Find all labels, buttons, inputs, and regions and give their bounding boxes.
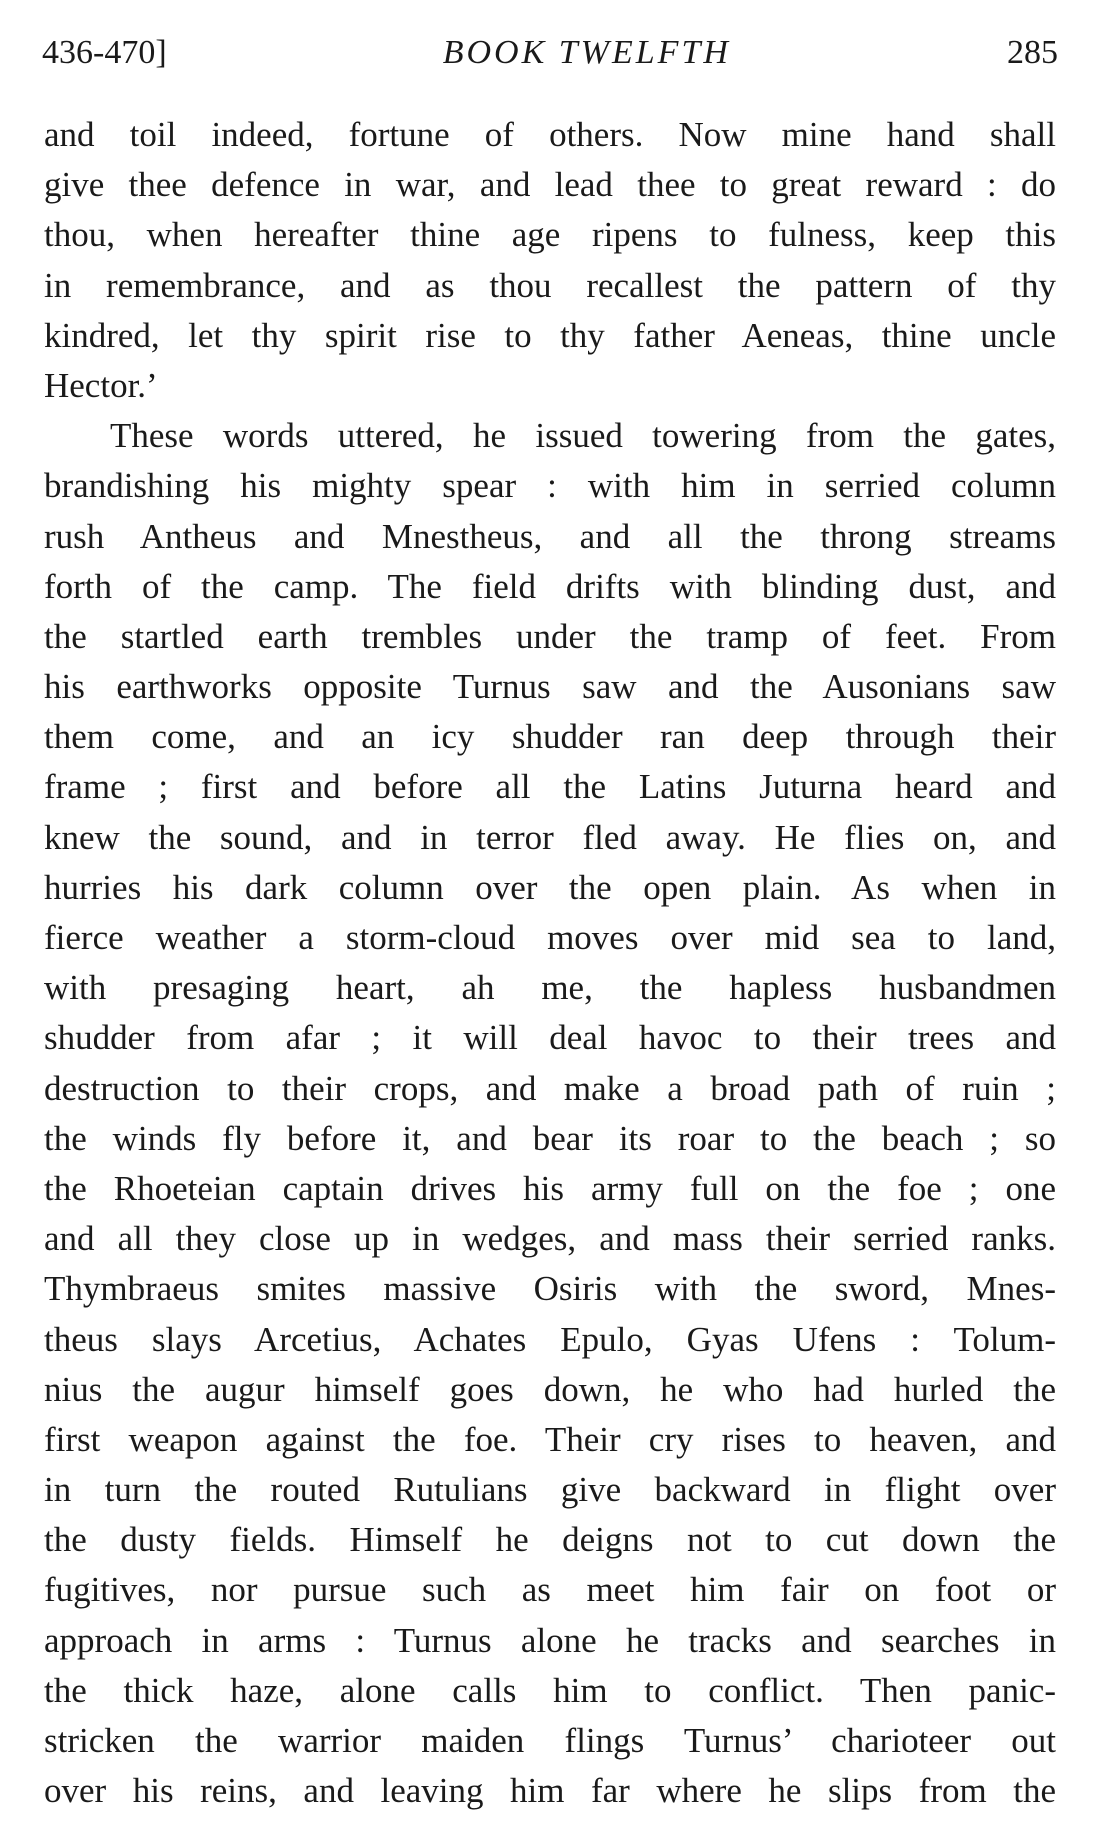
text-line: frame ; first and before all the Latins Juturna heard and	[44, 767, 1056, 807]
text-line: shudder from afar ; it will deal havoc to their trees and	[44, 1018, 1056, 1058]
text-line: nius the augur himself goes down, he who had hurled the	[44, 1369, 1056, 1409]
text-line: rush Antheus and Mnestheus, and all the throng streams	[44, 516, 1056, 556]
text-line: give thee defence in war, and lead thee to great reward : do	[44, 165, 1056, 205]
text-line: destruction to their crops, and make a broad path of ruin ;	[44, 1068, 1056, 1108]
body-text	[44, 110, 1056, 1816]
text-line: and all they close up in wedges, and mass their serried ranks.	[44, 1219, 1056, 1259]
text-line: fugitives, nor pursue such as meet him fair on foot or	[44, 1570, 1056, 1610]
text-line: hurries his dark column over the open plain. As when in	[44, 867, 1056, 907]
page-number: 285	[1006, 34, 1058, 71]
text-line: forth of the camp. The field drifts with blinding dust, and	[44, 566, 1056, 606]
text-line: the thick haze, alone calls him to conflict. Then panic-	[44, 1670, 1056, 1710]
text-line: knew the sound, and in terror fled away. He flies on, and	[44, 817, 1056, 857]
text-line: in turn the routed Rutulians give backward in flight over	[44, 1470, 1056, 1510]
text-line: approach in arms : Turnus alone he tracks and searches in	[44, 1620, 1056, 1660]
text-line: Thymbraeus smites massive Osiris with the sword, Mnes-	[44, 1269, 1056, 1309]
text-line: over his reins, and leaving him far where he slips from the	[44, 1771, 1056, 1811]
text-line: brandishing his mighty spear : with him in serried column	[44, 466, 1056, 506]
text-line: theus slays Arcetius, Achates Epulo, Gyas Ufens : Tolum-	[44, 1319, 1056, 1359]
text-line: the winds fly before it, and bear its roar to the beach ; so	[44, 1118, 1056, 1158]
text-line: These words uttered, he issued towering from the gates,	[110, 416, 1056, 456]
text-line: thou, when hereafter thine age ripens to fulness, keep this	[44, 215, 1056, 255]
running-head	[42, 28, 1058, 78]
text-line: the dusty fields. Himself he deigns not to cut down the	[44, 1520, 1056, 1560]
text-line: them come, and an icy shudder ran deep through their	[44, 717, 1056, 757]
text-line: and toil indeed, fortune of others. Now mine hand shall	[44, 115, 1056, 154]
book-title: BOOK TWELFTH	[442, 34, 731, 71]
text-line: with presaging heart, ah me, the hapless husbandmen	[44, 968, 1056, 1008]
text-line: stricken the warrior maiden flings Turnus’ charioteer out	[44, 1721, 1056, 1760]
line-range: 436-470]	[42, 34, 167, 71]
text-line: Hector.’	[44, 365, 158, 405]
text-line: kindred, let thy spirit rise to thy father Aeneas, thine uncle	[44, 315, 1056, 355]
text-line: the startled earth trembles under the tramp of feet. From	[44, 616, 1056, 656]
text-line: his earthworks opposite Turnus saw and the Ausonians saw	[44, 667, 1056, 707]
text-line: first weapon against the foe. Their cry rises to heaven, and	[44, 1419, 1056, 1459]
text-line: the Rhoeteian captain drives his army full on the foe ; one	[44, 1168, 1056, 1208]
text-line: fierce weather a storm-cloud moves over mid sea to land,	[44, 918, 1056, 957]
text-line: in remembrance, and as thou recallest the pattern of thy	[44, 265, 1056, 305]
